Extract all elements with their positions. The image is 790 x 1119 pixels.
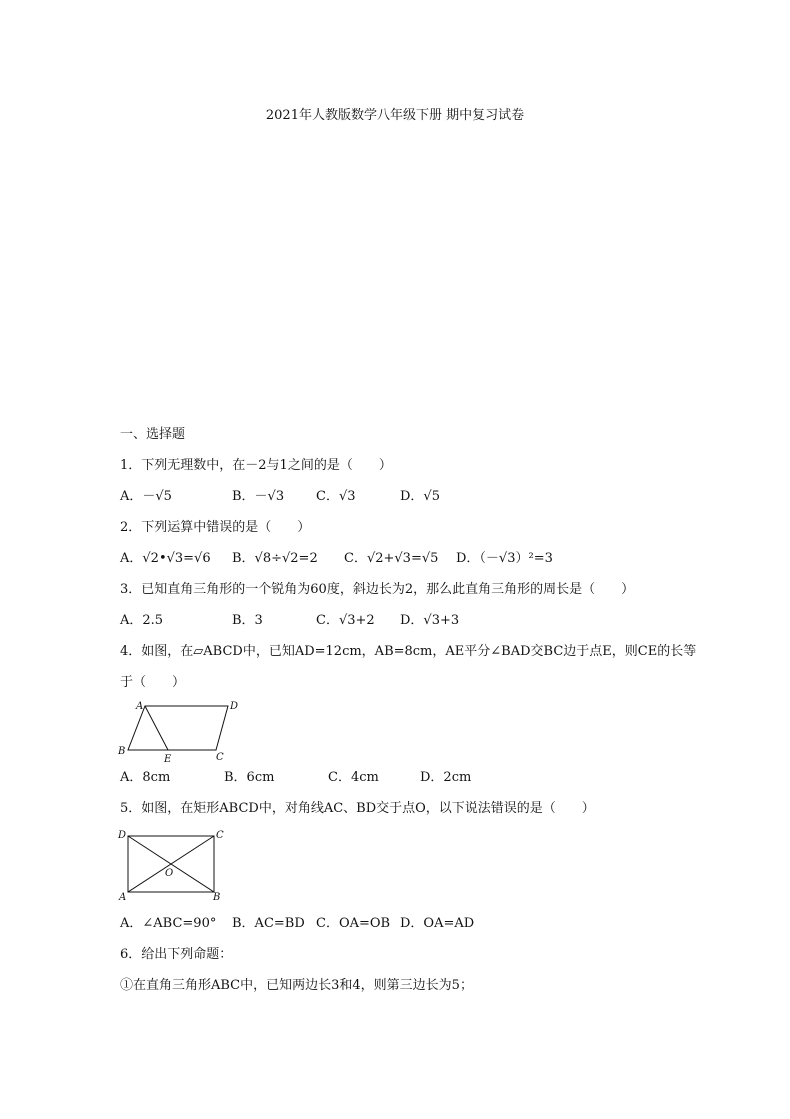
q2-option-a: A．√2•√3=√6	[120, 551, 211, 566]
label-c: C	[216, 830, 224, 841]
q4-option-a: A．8cm	[120, 770, 171, 785]
q5-option-c: C．OA=OB	[316, 916, 391, 931]
q1-option-a: A．－√5	[120, 489, 172, 504]
question-2-stem: 2．下列运算中错误的是（ ）	[120, 520, 311, 535]
label-b: B	[118, 746, 126, 757]
q1-option-c: C．√3	[316, 489, 356, 504]
section-heading: 一、选择题	[120, 427, 186, 442]
page-title: 2021年人教版数学八年级下册 期中复习试卷	[265, 108, 525, 123]
question-5-stem: 5．如图，在矩形ABCD中，对角线AC、BD交于点O，以下说法错误的是（ ）	[120, 801, 595, 816]
q2-option-c: C．√2+√3=√5	[344, 551, 439, 566]
label-c: C	[216, 752, 224, 763]
label-a: A	[136, 701, 144, 712]
q1-option-b: B．－√3	[232, 489, 285, 504]
label-o: O	[165, 868, 174, 879]
rectangle-figure	[116, 826, 228, 904]
question-1-stem: 1．下列无理数中，在－2与1之间的是（ ）	[120, 458, 392, 473]
segment-ae	[145, 706, 168, 750]
question-6-stem: 6．给出下列命题：	[120, 947, 233, 962]
q3-option-c: C．√3+2	[316, 613, 375, 628]
q5-option-d: D．OA=AD	[400, 916, 475, 931]
question-6-item-1: ①在直角三角形ABC中，已知两边长3和4，则第三边长为5；	[120, 978, 473, 993]
label-d: D	[118, 830, 127, 841]
label-b: B	[213, 892, 221, 903]
q2-option-b: B．√8÷√2=2	[232, 551, 318, 566]
q2-option-d: D．（－√3）²=3	[456, 551, 553, 566]
parallelogram-abcd	[128, 706, 228, 750]
question-4-stem-line2: 于（ ）	[120, 675, 186, 690]
q5-option-b: B．AC=BD	[232, 916, 305, 931]
q3-option-d: D．√3+3	[400, 613, 460, 628]
question-3-stem: 3．已知直角三角形的一个锐角为60度，斜边长为2，那么此直角三角形的周长是（ ）	[120, 582, 635, 597]
q4-option-d: D．2cm	[420, 770, 472, 785]
label-a: A	[119, 892, 127, 903]
question-4-stem-line1: 4．如图，在▱ABCD中，已知AD=12cm，AB=8cm，AE平分∠BAD交BC边于点E，则CE的长等	[120, 644, 697, 659]
label-e: E	[164, 754, 172, 765]
parallelogram-figure	[116, 700, 250, 766]
q3-option-a: A．2.5	[120, 613, 164, 628]
label-d: D	[230, 701, 239, 712]
q5-option-a: A．∠ABC=90°	[120, 916, 217, 931]
q4-option-c: C．4cm	[328, 770, 379, 785]
q3-option-b: B．3	[232, 613, 263, 628]
q4-option-b: B．6cm	[224, 770, 275, 785]
q1-option-d: D．√5	[400, 489, 440, 504]
